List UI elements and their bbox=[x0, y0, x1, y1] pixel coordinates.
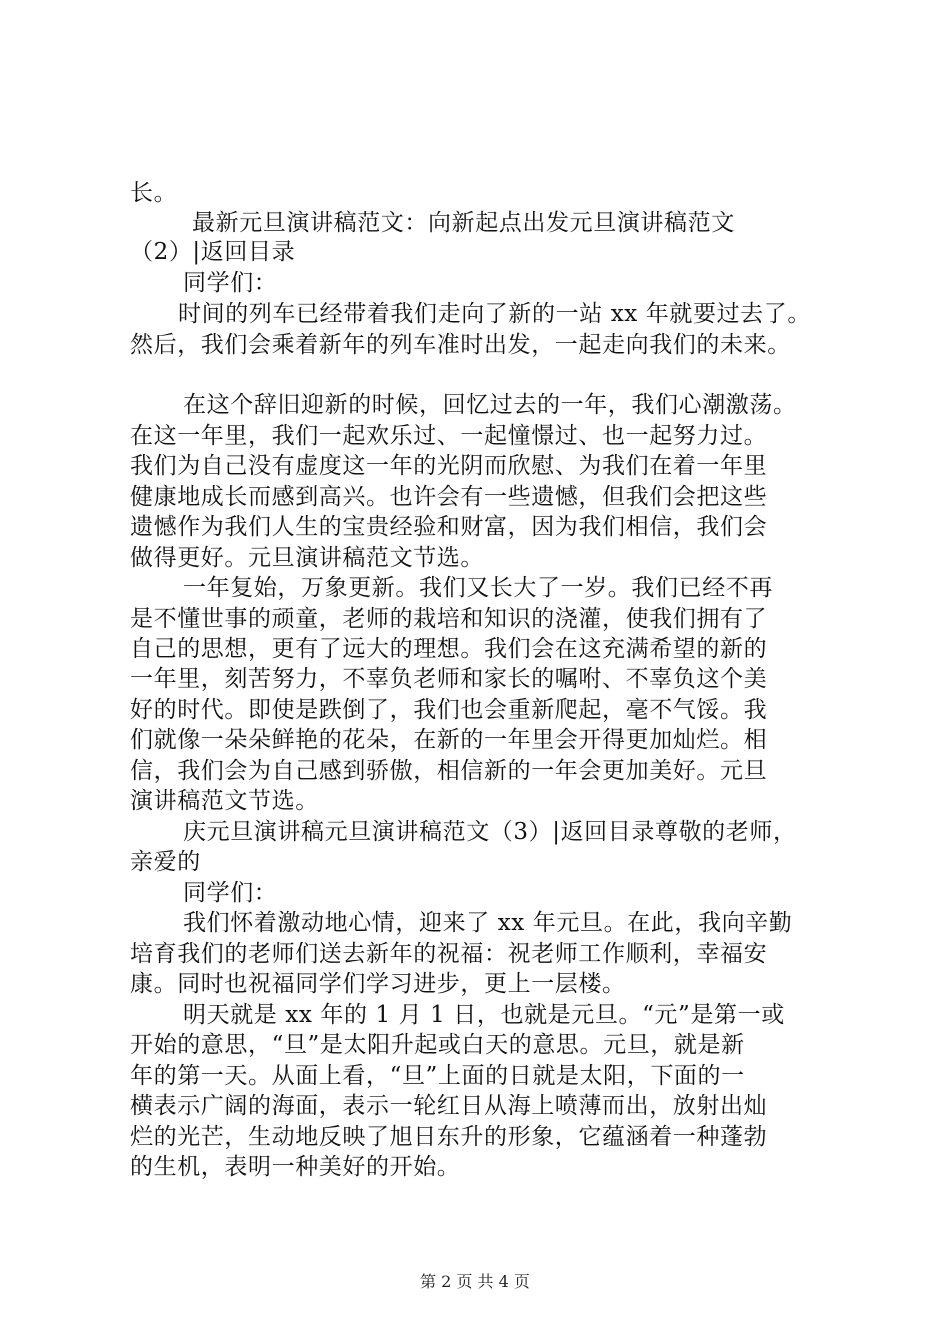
text-line: 们就像一朵朵鲜艳的花朵，在新的一年里会开得更加灿烂。相 bbox=[130, 727, 768, 753]
text-line: 我们为自己没有虚度这一年的光阴而欣慰、为我们在着一年里 bbox=[130, 453, 768, 479]
text-line: 的生机，表明一种美好的开始。 bbox=[130, 1154, 461, 1180]
text-line: 时间的列车已经带着我们走向了新的一站 xx 年就要过去了。 bbox=[178, 301, 811, 327]
text-line: 好的时代。即使是跌倒了，我们也会重新爬起，毫不气馁。我 bbox=[130, 697, 768, 723]
salutation: 同学们： bbox=[183, 880, 278, 906]
section-heading: 庆元旦演讲稿元旦演讲稿范文（3）|返回目录尊敬的老师， bbox=[183, 819, 797, 845]
text-line: 在这个辞旧迎新的时候，回忆过去的一年，我们心潮激荡。 bbox=[183, 392, 797, 418]
text-line: 在这一年里，我们一起欢乐过、一起憧憬过、也一起努力过。 bbox=[130, 423, 768, 449]
text-line: 一年复始，万象更新。我们又长大了一岁。我们已经不再 bbox=[183, 575, 773, 601]
section-heading-continued: 亲爱的 bbox=[130, 849, 201, 875]
section-heading: 最新元旦演讲稿范文：向新起点出发元旦演讲稿范文 bbox=[192, 210, 735, 236]
text-line: 自己的思想，更有了远大的理想。我们会在这充满希望的新的 bbox=[130, 636, 768, 662]
text-line: 做得更好。元旦演讲稿范文节选。 bbox=[130, 545, 484, 571]
text-line: 康。同时也祝福同学们学习进步，更上一层楼。 bbox=[130, 971, 626, 997]
text-line: 一年里，刻苦努力，不辜负老师和家长的嘱咐、不辜负这个美 bbox=[130, 666, 768, 692]
section-heading-continued: （2）|返回目录 bbox=[130, 239, 296, 265]
page-footer: 第 2 页 共 4 页 bbox=[420, 1272, 530, 1291]
text-line: 信，我们会为自己感到骄傲，相信新的一年会更加美好。元旦 bbox=[130, 758, 768, 784]
text-line: 横表示广阔的海面，表示一轮红日从海上喷薄而出，放射出灿 bbox=[130, 1093, 768, 1119]
salutation: 同学们： bbox=[183, 270, 278, 296]
text-line: 明天就是 xx 年的 1 月 1 日，也就是元旦。“元”是第一或 bbox=[183, 1002, 785, 1028]
text-line: 长。 bbox=[130, 180, 178, 206]
text-line: 遗憾作为我们人生的宝贵经验和财富，因为我们相信，我们会 bbox=[130, 514, 768, 540]
text-line: 演讲稿范文节选。 bbox=[130, 788, 319, 814]
text-line: 然后，我们会乘着新年的列车准时出发，一起走向我们的未来。 bbox=[130, 332, 791, 358]
text-line: 培育我们的老师们送去新年的祝福：祝老师工作顺利，幸福安 bbox=[130, 941, 768, 967]
text-line: 烂的光芒，生动地反映了旭日东升的形象，它蕴涵着一种蓬勃 bbox=[130, 1124, 768, 1150]
text-line: 我们怀着激动地心情，迎来了 xx 年元旦。在此，我向辛勤 bbox=[183, 910, 793, 936]
text-line: 健康地成长而感到高兴。也许会有一些遗憾，但我们会把这些 bbox=[130, 484, 768, 510]
text-line: 年的第一天。从面上看，“旦”上面的日就是太阳，下面的一 bbox=[130, 1063, 745, 1089]
text-line: 开始的意思，“旦”是太阳升起或白天的意思。元旦，就是新 bbox=[130, 1032, 745, 1058]
text-line: 是不懂世事的顽童，老师的栽培和知识的浇灌，使我们拥有了 bbox=[130, 606, 768, 632]
